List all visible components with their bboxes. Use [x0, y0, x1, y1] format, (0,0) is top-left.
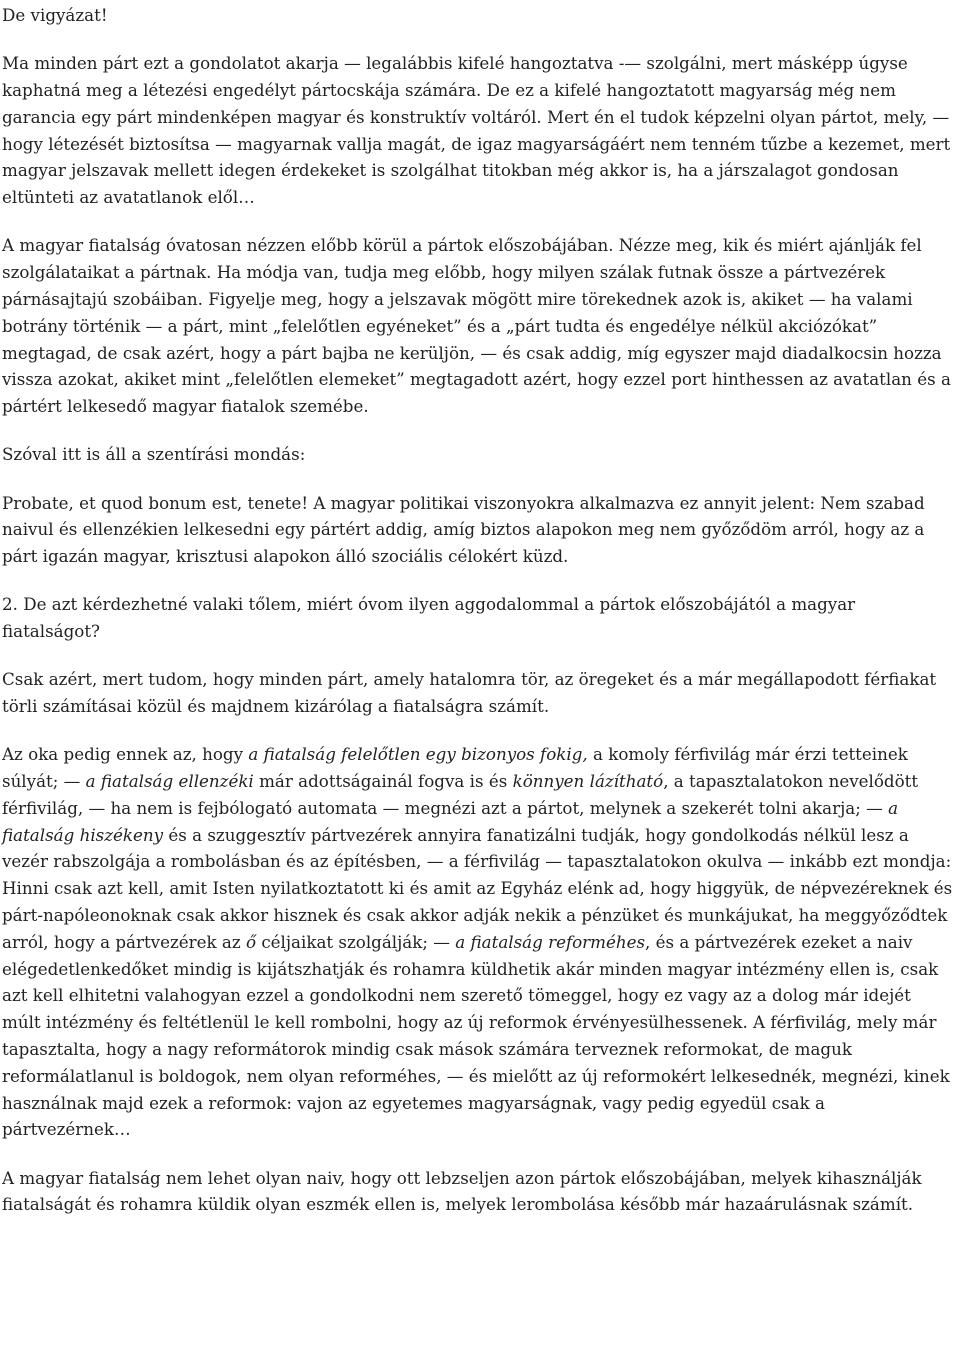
article — [2, 2, 954, 1218]
paragraph-5: 2. De azt kérdezhetné valaki tőlem, miért óvom ilyen aggodalommal a pártok előszobájától a magyar fiatalságot? — [2, 594, 856, 642]
text-run: , a tapasztalatokon nevelődött férfivilág, — ha nem is fejbólogató automata — megnézi azt a pártot, melynek a szekerét tolni akarja; — — [2, 771, 919, 818]
text-run: a komoly férfivilág már érzi tetteinek súlyát; — — [2, 744, 908, 792]
italic-run: ő — [245, 931, 257, 952]
section-heading: De vigyázat! — [2, 5, 108, 25]
paragraph-4: Probate, et quod bonum est, tenete! A magyar politikai viszonyokra alkalmazva ez annyit jelent: Nem szabad naivul és ellenzékien lelkesedni egy pártért addig, amíg biztos alapokon meg nem győződöm arról, hogy az a párt igazán magyar, krisztusi alapokon álló szociális célokért küzd. — [2, 492, 925, 567]
text-run: és a szuggesztív pártvezérek annyira fanatizálni tudják, hogy gondolkodás nélkül lesz a vezér rabszolgája a rombolásban és az építésben, — a férfivilág — tapasztalatokon okulva — inkább ezt mondja: Hinni csak azt kell, amit Isten nyilatkoztatott ki és amit az Egyház elénk ad, hogy higgyük, de népvezéreknek és párt-napóleonoknak csak akkor hisznek és csak akkor adják nekik a pénzüket és munkájukat, ha meggyőződtek arról, hogy a pártvezérek az — [2, 824, 953, 952]
text-run: , és a pártvezérek ezeket a naiv elégedetlenkedőket mindig is kijátszhatják és rohamra küldhetik akár minden magyar intézmény ellen is, csak azt kell elhitetni valahogyan ezzel a gondolkodni nem szerető tömeggel, hogy ez vagy az a dolog már idejét múlt intézmény és feltétlenül le kell rombolni, hogy az új reformok érvényesülhessenek. A férfivilág, mely már tapasztalta, hogy a nagy reformátorok mindig csak mások számára terveznek reformokat, de maguk reformálatlanul is boldogok, nem olyan reforméhes, — és mielőtt az új reformokért lelkesednék, megnézi, kinek használnak majd ezek a reformok: vajon az egyetemes magyarságnak, vagy pedig egyedül csak a pártvezérnek… — [2, 931, 950, 1140]
paragraph-2: A magyar fiatalság óvatosan nézzen előbb körül a pártok előszobájában. Nézze meg, kik és miért ajánlják fel szolgálataikat a pártnak. Ha módja van, tudja meg előbb, hogy milyen szálak futnak össze a pártvezérek párnásajtajú szobáiban. Figyelje meg, hogy a jelszavak mögött mire törekednek azok is, akiket — ha valami botrány történik — a párt, mint „felelőtlen egyéneket” és a „párt tudta és engedélye nélkül akciózókat” megtagad, de csak azért, hogy a párt bajba ne kerüljön, — és csak addig, míg egyszer majd diadalkocsin hozza vissza azokat, akiket mint „felelőtlen elemeket” megtagadott azért, hogy ezzel port hinthessen az avatatlan és a pártért lelkesedő magyar fiatalok szemébe. — [2, 235, 951, 417]
italic-run: könnyen lázítható — [512, 771, 664, 792]
paragraph-6: Csak azért, mert tudom, hogy minden párt, amely hatalomra tör, az öregeket és a már megállapodott férfiakat törli számításai közül és majdnem kizárólag a fiatalságra számít. — [2, 669, 937, 717]
italic-run: a fiatalság hiszékeny — [2, 797, 899, 845]
paragraph-7 — [2, 741, 954, 1143]
italic-run: a fiatalság reforméhes — [455, 931, 646, 952]
paragraph-3: Szóval itt is áll a szentírási mondás: — [2, 444, 306, 465]
text-run: már adottságainál fogva is és — [253, 771, 513, 792]
text-run: Az oka pedig ennek az, hogy — [2, 744, 249, 765]
text-run: céljaikat szolgálják; — — [256, 931, 456, 952]
paragraph-8: A magyar fiatalság nem lehet olyan naiv, hogy ott lebzseljen azon pártok előszobájában, melyek kihasználják fiatalságát és rohamra küldik olyan eszmék ellen is, melyek lerombolása később már hazaárulásnak számít. — [2, 1167, 922, 1215]
italic-run: a fiatalság felelőtlen egy bizonyos fokig, — [248, 744, 588, 765]
italic-run: a fiatalság ellenzéki — [85, 771, 254, 792]
paragraph-1: Ma minden párt ezt a gondolatot akarja — legalábbis kifelé hangoztatva -— szolgálni, mert másképp úgyse kaphatná meg a létezési engedélyt pártocskája számára. De ez a kifelé hangoztatott magyarság még nem garancia egy párt mindenképen magyar és konstruktív voltáról. Mert én el tudok képzelni olyan pártot, mely, — hogy létezését biztosítsa — magyarnak vallja magát, de igaz magyarságáért nem tenném tűzbe a kezemet, mert magyar jelszavak mellett idegen érdekeket is szolgálhat titokban még akkor is, ha a járszalagot gondosan eltünteti az avatatlanok elől… — [2, 53, 951, 208]
